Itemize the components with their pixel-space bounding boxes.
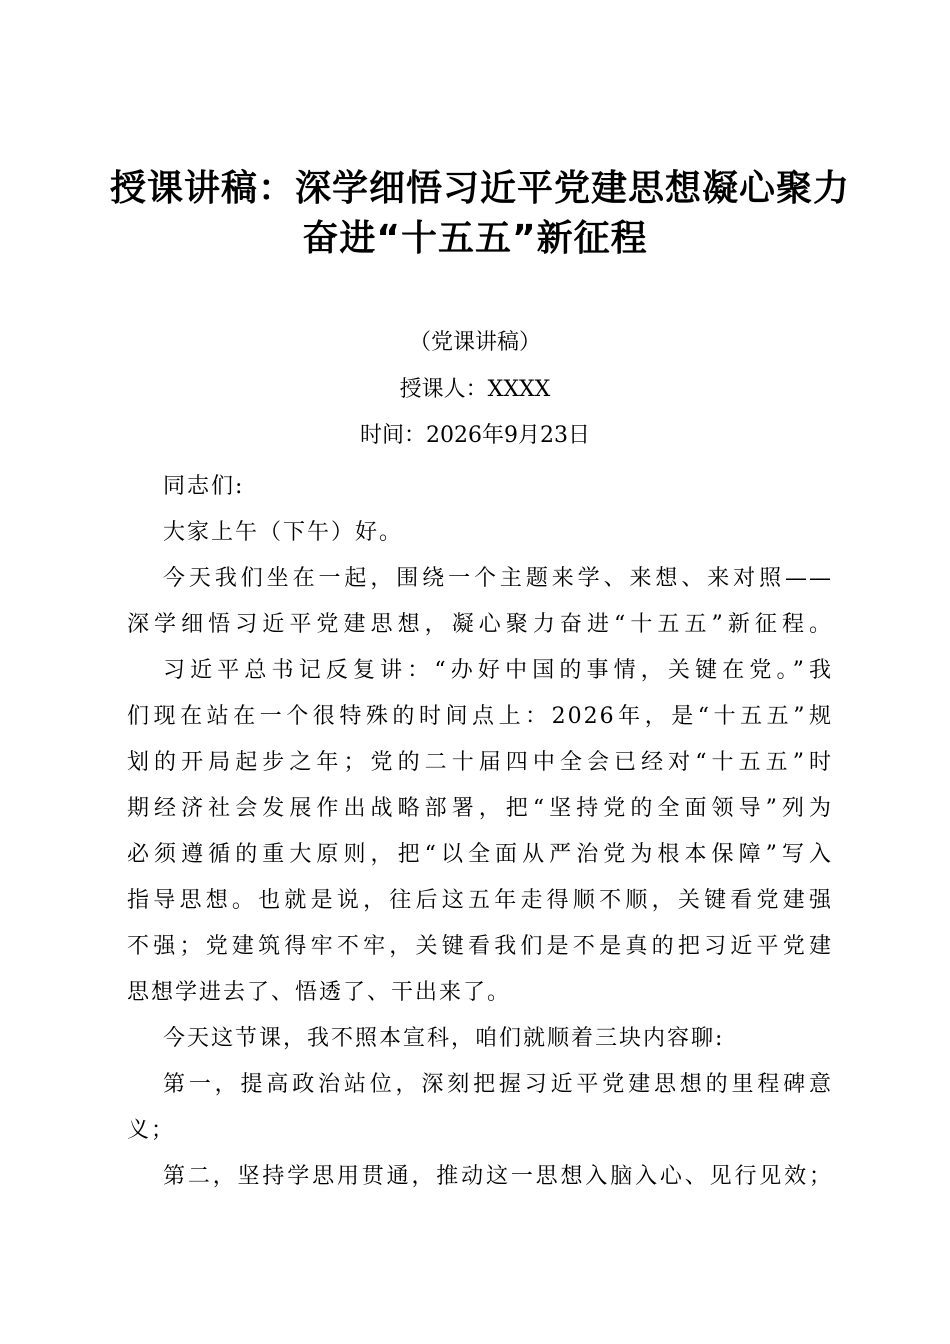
date-line: 时间：2026年9月23日: [360, 423, 590, 448]
paragraph-line: 义；: [127, 1118, 176, 1143]
paragraph-line: 划的开局起步之年；党的二十届四中全会已经对“十五五”时: [127, 750, 833, 775]
paragraph-line: 们现在站在一个很特殊的时间点上：2026年，是“十五五”规: [127, 704, 833, 729]
paragraph-line: 第二，坚持学思用贯通，推动这一思想入脑入心、见行见效；: [163, 1164, 833, 1189]
paragraph-line: 第一，提高政治站位，深刻把握习近平党建思想的里程碑意: [163, 1072, 833, 1097]
paragraph-line: 深学细悟习近平党建思想，凝心聚力奋进“十五五”新征程。: [127, 612, 833, 637]
paragraph-line: 今天我们坐在一起，围绕一个主题来学、来想、来对照——: [163, 566, 833, 591]
document-body: [127, 464, 833, 1200]
title-line-2: 奋进“十五五”新征程: [302, 218, 648, 259]
paragraph-line: 思想学进去了、悟透了、干出来了。: [127, 980, 512, 1005]
paragraph-line: 指导思想。也就是说，往后这五年走得顺不顺，关键看党建强: [127, 888, 833, 913]
salutation: 同志们:: [163, 474, 245, 499]
paragraph-line: 必须遵循的重大原则，把“以全面从严治党为根本保障”写入: [127, 842, 833, 867]
document-type-note: （党课讲稿）: [408, 330, 541, 355]
title-line-1: 授课讲稿：深学细悟习近平党建思想凝心聚力: [110, 168, 851, 209]
greeting: 大家上午（下午）好。: [163, 520, 404, 545]
paragraph-line: 习近平总书记反复讲：“办好中国的事情，关键在党。”我: [163, 658, 833, 683]
paragraph-line: 今天这节课，我不照本宣科，咱们就顺着三块内容聊:: [163, 1026, 725, 1051]
paragraph-line: 不强；党建筑得牢不牢，关键看我们是不是真的把习近平党建: [127, 934, 833, 959]
document-title: [110, 164, 851, 264]
lecturer-line: 授课人：XXXX: [399, 377, 551, 402]
paragraph-line: 期经济社会发展作出战略部署，把“坚持党的全面领导”列为: [127, 796, 833, 821]
